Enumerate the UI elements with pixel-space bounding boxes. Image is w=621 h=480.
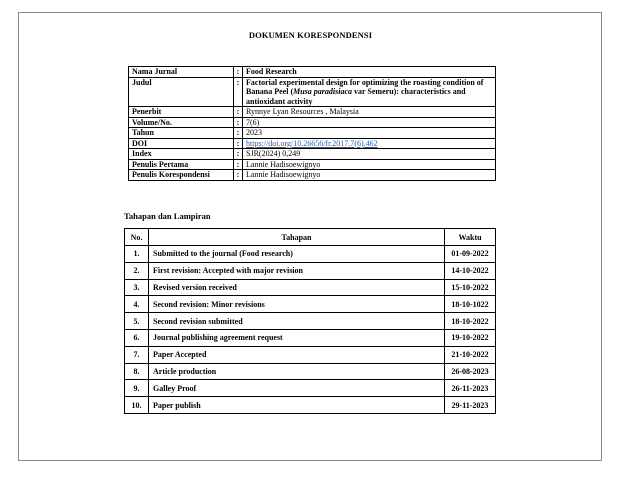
table-row (125, 363, 496, 380)
info-row (129, 117, 496, 128)
header-stage: Tahapan (149, 229, 445, 246)
step-stage: Second revision: Minor revisions (149, 296, 445, 313)
step-stage: Paper publish (149, 397, 445, 414)
stages-table (124, 228, 496, 414)
table-row (125, 246, 496, 263)
step-stage: Revised version received (149, 279, 445, 296)
step-date: 15-10-2022 (445, 279, 496, 296)
info-separator: : (234, 107, 243, 118)
step-number: 7. (125, 346, 149, 363)
info-separator: : (234, 117, 243, 128)
info-key: Index (129, 149, 234, 160)
step-date: 29-11-2023 (445, 397, 496, 414)
section-title: Tahapan dan Lampiran (124, 211, 211, 221)
step-number: 8. (125, 363, 149, 380)
step-number: 2. (125, 262, 149, 279)
step-date: 26-08-2023 (445, 363, 496, 380)
info-value: SJR(2024) 0,249 (243, 149, 496, 160)
table-row (125, 296, 496, 313)
info-row (129, 159, 496, 170)
info-row (129, 128, 496, 139)
doi-link[interactable]: https://doi.org/10.26656/fr.2017.7(6).462 (246, 138, 378, 148)
info-separator: : (234, 170, 243, 181)
step-date: 26-11-2023 (445, 380, 496, 397)
step-date: 18-10-1022 (445, 296, 496, 313)
info-key: Penerbit (129, 107, 234, 118)
step-date: 01-09-2022 (445, 246, 496, 263)
table-row (125, 380, 496, 397)
info-value: Lannie Hadisoewignyo (243, 159, 496, 170)
info-key: Penulis Pertama (129, 159, 234, 170)
info-value (243, 138, 496, 149)
info-key: Volume/No. (129, 117, 234, 128)
step-stage: First revision: Accepted with major revision (149, 262, 445, 279)
table-row (125, 329, 496, 346)
info-value: 2023 (243, 128, 496, 139)
step-number: 4. (125, 296, 149, 313)
info-row (129, 170, 496, 181)
step-stage: Second revision submitted (149, 313, 445, 330)
header-date: Waktu (445, 229, 496, 246)
step-date: 19-10-2022 (445, 329, 496, 346)
info-row (129, 77, 496, 107)
step-number: 5. (125, 313, 149, 330)
step-stage: Paper Accepted (149, 346, 445, 363)
info-value: Food Research (243, 67, 496, 78)
info-key: DOI (129, 138, 234, 149)
step-stage: Article production (149, 363, 445, 380)
info-value: 7(6) (243, 117, 496, 128)
info-key: Nama Jurnal (129, 67, 234, 78)
info-value: Lannie Hadisoewignyo (243, 170, 496, 181)
info-separator: : (234, 77, 243, 107)
info-separator: : (234, 128, 243, 139)
document-title: DOKUMEN KORESPONDENSI (248, 30, 373, 40)
table-row (125, 346, 496, 363)
info-row (129, 138, 496, 149)
info-row (129, 67, 496, 78)
table-row (125, 397, 496, 414)
step-stage: Galley Proof (149, 380, 445, 397)
header-no: No. (125, 229, 149, 246)
step-number: 6. (125, 329, 149, 346)
info-key: Tahun (129, 128, 234, 139)
title-text: var Semeru): characteristics and antioxidant activity (246, 87, 466, 106)
title-text: Factorial experimental design for optimizing the roasting condition of Banana Peel ( (246, 77, 484, 96)
step-stage: Journal publishing agreement request (149, 329, 445, 346)
step-number: 10. (125, 397, 149, 414)
step-date: 21-10-2022 (445, 346, 496, 363)
table-header-row (125, 229, 496, 246)
step-number: 3. (125, 279, 149, 296)
table-row (125, 262, 496, 279)
info-separator: : (234, 159, 243, 170)
step-number: 9. (125, 380, 149, 397)
step-stage: Submitted to the journal (Food research) (149, 246, 445, 263)
species-name: Musa paradisiaca (293, 87, 353, 96)
info-separator: : (234, 67, 243, 78)
info-separator: : (234, 149, 243, 160)
table-row (125, 313, 496, 330)
info-value (243, 77, 496, 107)
info-value: Rynnye Lyan Resources , Malaysia (243, 107, 496, 118)
info-row (129, 107, 496, 118)
table-row (125, 279, 496, 296)
step-number: 1. (125, 246, 149, 263)
info-key: Penulis Korespondensi (129, 170, 234, 181)
info-key: Judul (129, 77, 234, 107)
step-date: 18-10-2022 (445, 313, 496, 330)
step-date: 14-10-2022 (445, 262, 496, 279)
journal-info-table (128, 66, 496, 181)
info-separator: : (234, 138, 243, 149)
info-row (129, 149, 496, 160)
